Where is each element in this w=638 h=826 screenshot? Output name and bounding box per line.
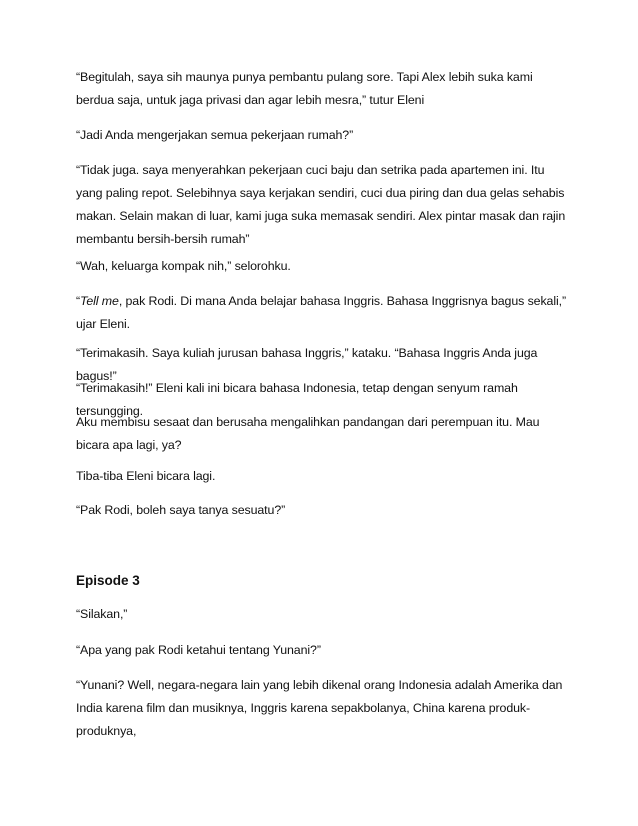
paragraph [76,290,570,336]
paragraph: “Yunani? Well, negara-negara lain yang lebih dikenal orang Indonesia adalah Amerika dan India karena film dan musiknya, Inggris karena sepakbolanya, China karena produk-produknya, [76,678,563,738]
paragraph: “Tidak juga. saya menyerahkan pekerjaan cuci baju dan setrika pada apartemen ini. Itu yang paling repot. Selebihnya saya kerjakan sendiri, cuci dua piring dan dua gelas sehabis makan. Selain makan di luar, kami juga suka memasak sendiri. Alex pintar masak dan rajin membantu bersih-bersih rumah” [76,163,566,246]
paragraph: “Wah, keluarga kompak nih,” selorohku. [76,259,291,273]
paragraph: “Terimakasih!” Eleni kali ini bicara bahasa Indonesia, tetap dengan senyum ramah tersungging. [76,381,518,418]
paragraph: “Terimakasih. Saya kuliah jurusan bahasa Inggris,” kataku. “Bahasa Inggris Anda juga bagus!” [76,346,538,383]
paragraph: Tiba-tiba Eleni bicara lagi. [76,469,216,483]
paragraph: “Begitulah, saya sih maunya punya pembantu pulang sore. Tapi Alex lebih suka kami berdua saja, untuk jaga privasi dan agar lebih mesra,” tutur Eleni [76,70,533,107]
open-quote: “ [76,294,81,308]
paragraph: “Pak Rodi, boleh saya tanya sesuatu?” [76,503,286,517]
paragraph: “Jadi Anda mengerjakan semua pekerjaan rumah?” [76,128,354,142]
paragraph: Aku membisu sesaat dan berusaha mengalihkan pandangan dari perempuan itu. Mau bicara apa lagi, ya? [76,415,540,452]
episode-heading: Episode 3 [76,573,140,588]
paragraph: “Apa yang pak Rodi ketahui tentang Yunani?” [76,643,321,657]
paragraph: “Silakan,” [76,607,128,621]
paragraph-text: , pak Rodi. Di mana Anda belajar bahasa Inggris. Bahasa Inggrisnya bagus sekali,” ujar Eleni. [76,294,567,331]
italic-phrase: Tell me [80,294,119,308]
